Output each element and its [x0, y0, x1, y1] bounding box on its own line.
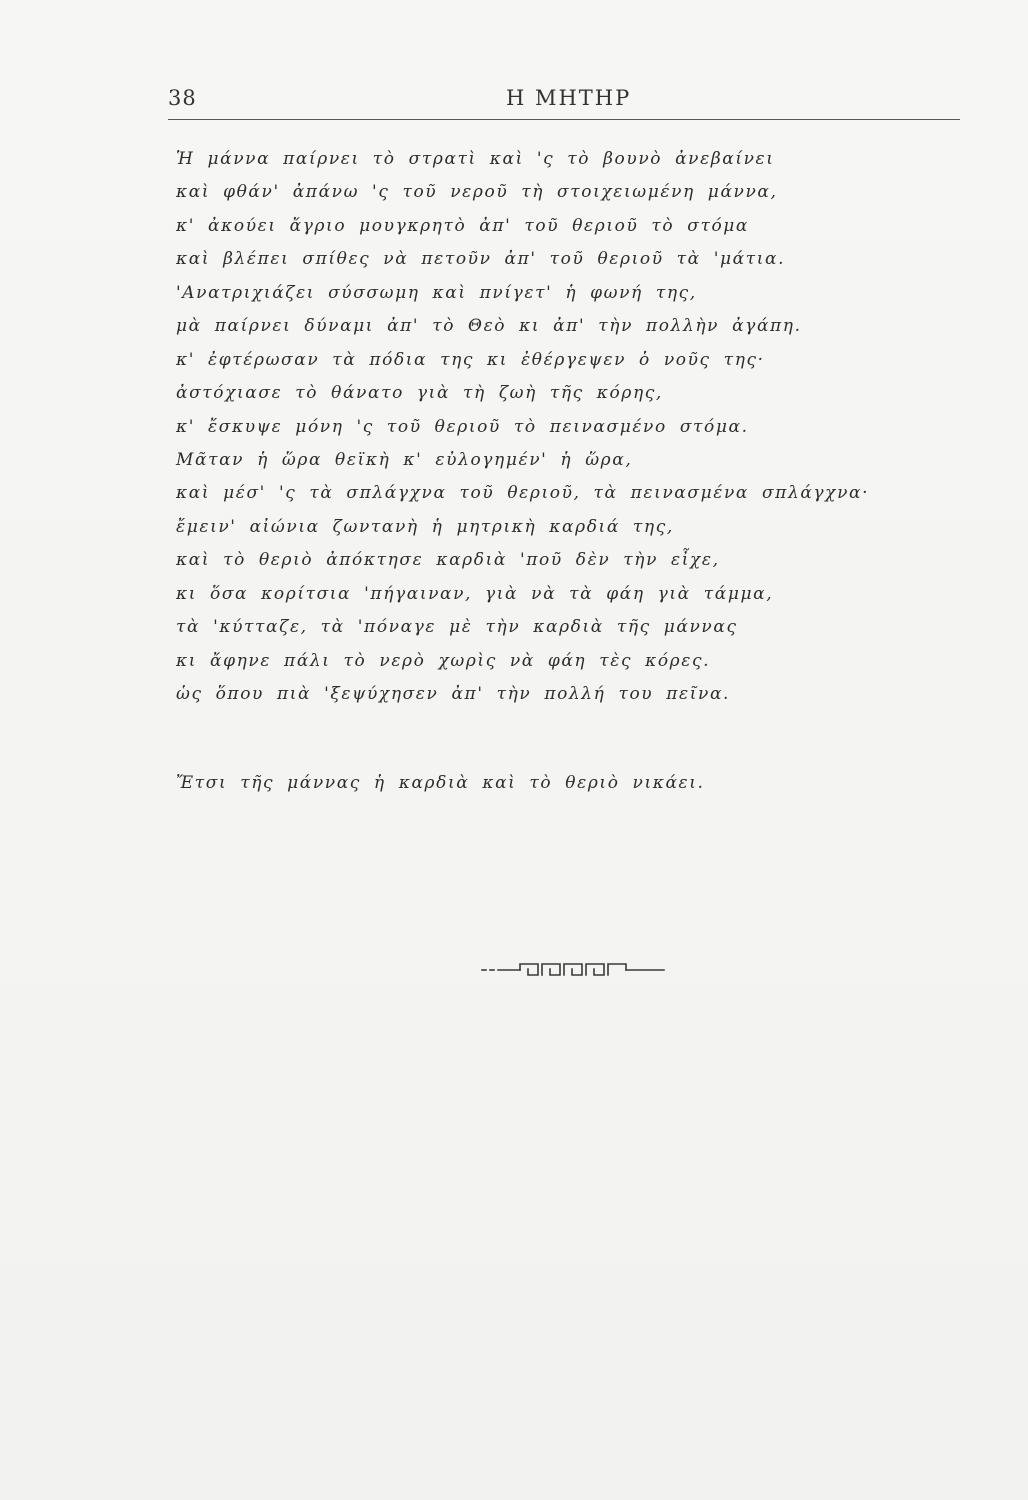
poem-line: καὶ τὸ θεριὸ ἀπόκτησε καρδιὰ 'ποῦ δὲν τὴν εἶχε,: [176, 550, 720, 571]
page-header: [168, 86, 960, 120]
poem-line: μὰ παίρνει δύναμι ἀπ' τὸ Θεὸ κι ἀπ' τὴν πολλὴν ἀγάπη.: [176, 316, 802, 337]
poem-line: κι ὅσα κορίτσια 'πήγαιναν, γιὰ νὰ τὰ φάη γιὰ τάμμα,: [176, 583, 774, 604]
poem-line: καὶ φθάν' ἀπάνω 'ς τοῦ νεροῦ τὴ στοιχειωμένη μάννα,: [176, 182, 778, 203]
poem-line: ἔμειν' αἰώνια ζωντανὴ ἡ μητρικὴ καρδιά της,: [176, 516, 674, 537]
poem-line: ἀστόχιασε τὸ θάνατο γιὰ τὴ ζωὴ τῆς κόρης,: [176, 383, 663, 404]
poem-line: Ἡ μάννα παίρνει τὸ στρατὶ καὶ 'ς τὸ βουνὸ ἀνεβαίνει: [176, 149, 775, 169]
poem-line: καὶ βλέπει σπίθες νὰ πετοῦν ἀπ' τοῦ θεριοῦ τὰ 'μάτια.: [176, 249, 786, 270]
poem-line: τὰ 'κύτταζε, τὰ 'πόναγε μὲ τὴν καρδιὰ τῆς μάννας: [176, 617, 738, 638]
poem-stanza: [176, 143, 936, 711]
poem-final-line: Ἔτσι τῆς μάννας ἡ καρδιὰ καὶ τὸ θεριὸ νικάει.: [176, 773, 705, 793]
header-rule: [168, 119, 960, 120]
poem-line: κ' ἔσκυψε μόνη 'ς τοῦ θεριοῦ τὸ πεινασμένο στόμα.: [176, 416, 749, 437]
poem-line: Μᾶταν ἡ ὥρα θεϊκὴ κ' εὐλογημέν' ἡ ὥρα,: [176, 449, 633, 470]
poem-line: κι ἄφηνε πάλι τὸ νερὸ χωρὶς νὰ φάη τὲς κόρες.: [176, 650, 711, 671]
poem-line: 'Ανατριχιάζει σύσσωμη καὶ πνίγετ' ἡ φωνή της,: [176, 282, 697, 303]
poem-line: καὶ μέσ' 'ς τὰ σπλάγχνα τοῦ θεριοῦ, τὰ πεινασμένα σπλάγχνα·: [176, 483, 870, 504]
poem-line: κ' ἐφτέρωσαν τὰ πόδια της κι ἐθέργεψεν ὁ νοῦς της·: [176, 349, 765, 370]
poem-line: ὡς ὅπου πιὰ 'ξεψύχησεν ἀπ' τὴν πολλή του πεῖνα.: [176, 684, 731, 704]
poem-line: κ' ἀκούει ἄγριο μουγκρητὸ ἀπ' τοῦ θεριοῦ τὸ στόμα: [176, 215, 750, 236]
page-number: 38: [168, 86, 197, 110]
running-title: Η ΜΗΤΗΡ: [506, 86, 632, 110]
greek-key-ornament-icon: [480, 960, 666, 980]
